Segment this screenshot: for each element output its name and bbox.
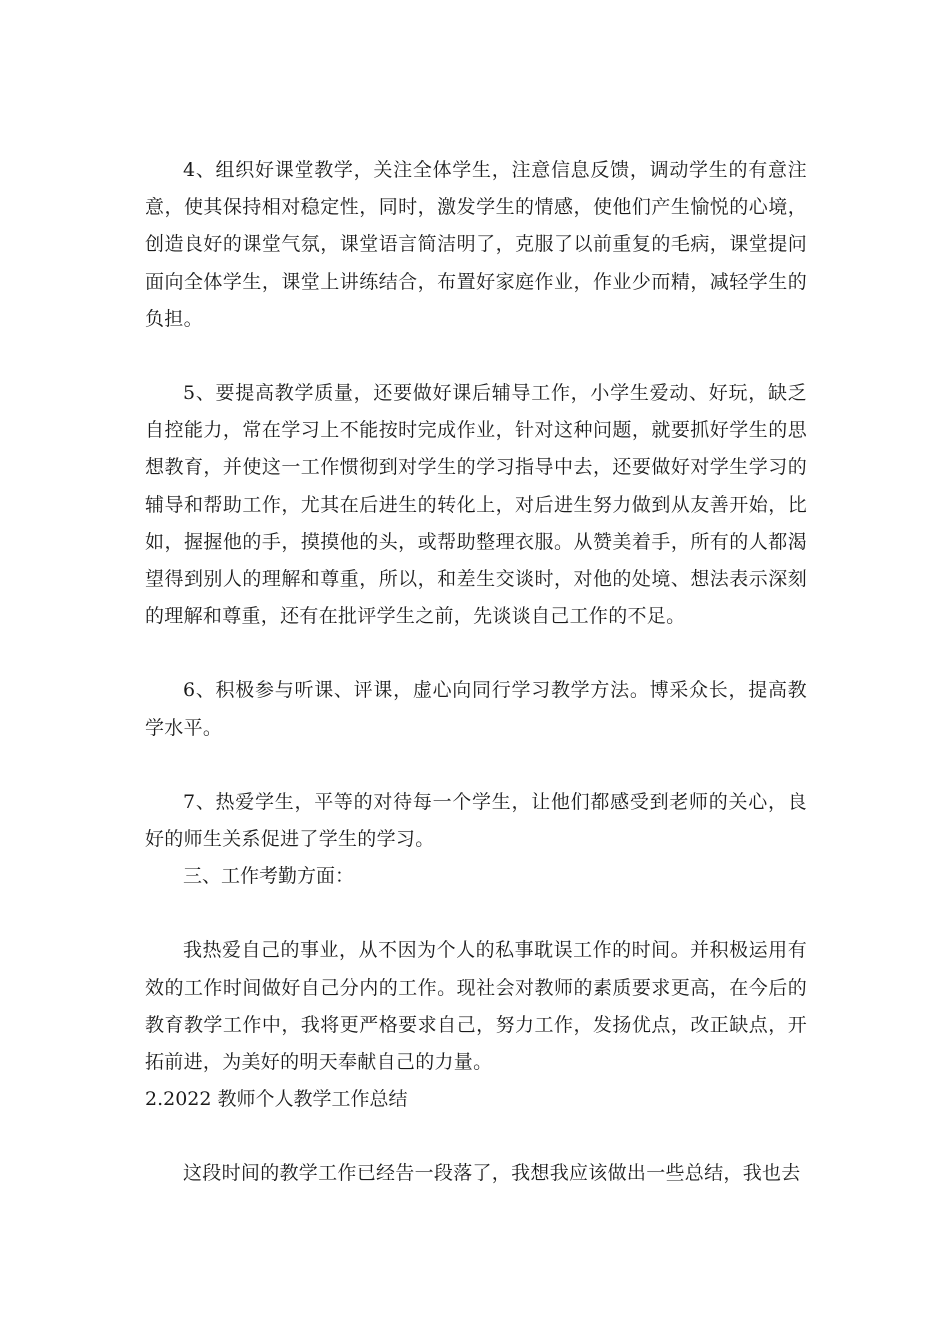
section-3-heading: 三、工作考勤方面： [183,865,355,888]
paragraph-6: 6、积极参与听课、评课，虚心向同行学习教学方法。博采众长，提高教学水平。 [145,679,807,739]
section-subtitle: 2.2022 教师个人教学工作总结 [145,1088,408,1111]
paragraph-4: 4、组织好课堂教学，关注全体学生，注意信息反馈，调动学生的有意注意，使其保持相对稳定性，同时，激发学生的情感，使他们产生愉悦的心境，创造良好的课堂气氛，课堂语言简洁明了，克服了以前重复的毛病，课堂提问面向全体学生，课堂上讲练结合，布置好家庭作业，作业少而精，减轻学生的负担。 [145,159,807,330]
document-page [145,152,807,1193]
paragraph-7: 7、热爱学生，平等的对待每一个学生，让他们都感受到老师的关心，良好的师生关系促进了学生的学习。 [145,790,807,851]
section-3-body: 我热爱自己的事业，从不因为个人的私事耽误工作的时间。并积极运用有效的工作时间做好自己分内的工作。现社会对教师的素质要求更高，在今后的教育教学工作中，我将更严格要求自己，努力工作，发扬优点，改正缺点，开拓前进，为美好的明天奉献自己的力量。 [145,939,807,1074]
paragraph-5: 5、要提高教学质量，还要做好课后辅导工作，小学生爱动、好玩，缺乏自控能力，常在学习上不能按时完成作业，针对这种问题，就要抓好学生的思想教育，并使这一工作惯彻到对学生的学习指导中去，还要做好对学生学习的辅导和帮助工作，尤其在后进生的转化上，对后进生努力做到从友善开始，比如，握握他的手，摸摸他的头，或帮助整理衣服。从赞美着手，所有的人都渴望得到别人的理解和尊重，所以，和差生交谈时，对他的处境、想法表示深刻的理解和尊重，还有在批评学生之前，先谈谈自己工作的不足。 [145,382,807,628]
intro-paragraph: 这段时间的教学工作已经告一段落了，我想我应该做出一些总结，我也去 [183,1162,801,1185]
